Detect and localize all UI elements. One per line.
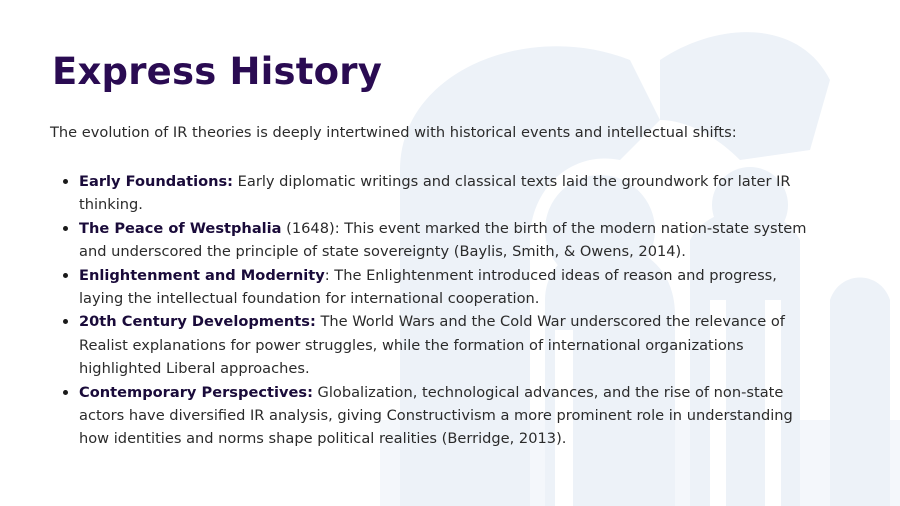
bullet-term: 20th Century Developments:	[79, 313, 316, 331]
bullet-text: (1648): This event marked the birth of the modern nation-state system and underscored the principle of state sovereignty (Baylis, Smith, & Owens, 2014).	[79, 219, 807, 261]
bullet-term: Contemporary Perspectives:	[79, 383, 313, 401]
list-item	[60, 264, 820, 311]
list-item	[60, 310, 820, 380]
bullet-term: Early Foundations:	[79, 173, 234, 190]
bullet-term: The Peace of Westphalia	[79, 219, 282, 237]
slide-title: Express History	[52, 50, 383, 93]
bullet-text: Early diplomatic writings and classical texts laid the groundwork for later IR thinking.	[79, 173, 791, 214]
bullet-term: Enlightenment and Modernity	[79, 266, 325, 284]
bullet-text: Globalization, technological advances, and the rise of non-state actors have diversified IR analysis, giving Constructivism a more prominent role in understanding how identities and norms shape political realities (Berridge, 2013).	[79, 383, 793, 448]
bullet-text: The World Wars and the Cold War underscored the relevance of Realist explanations for power struggles, while the formation of international organizations highlighted Liberal approaches.	[79, 313, 785, 378]
intro-text: The evolution of IR theories is deeply intertwined with historical events and intellectual shifts:	[50, 124, 737, 141]
list-item	[60, 170, 820, 217]
list-item	[60, 381, 820, 451]
bullet-text: : The Enlightenment introduced ideas of reason and progress, laying the intellectual foundation for international cooperation.	[79, 266, 777, 308]
list-item	[60, 217, 820, 264]
history-bullet-list	[60, 170, 820, 451]
